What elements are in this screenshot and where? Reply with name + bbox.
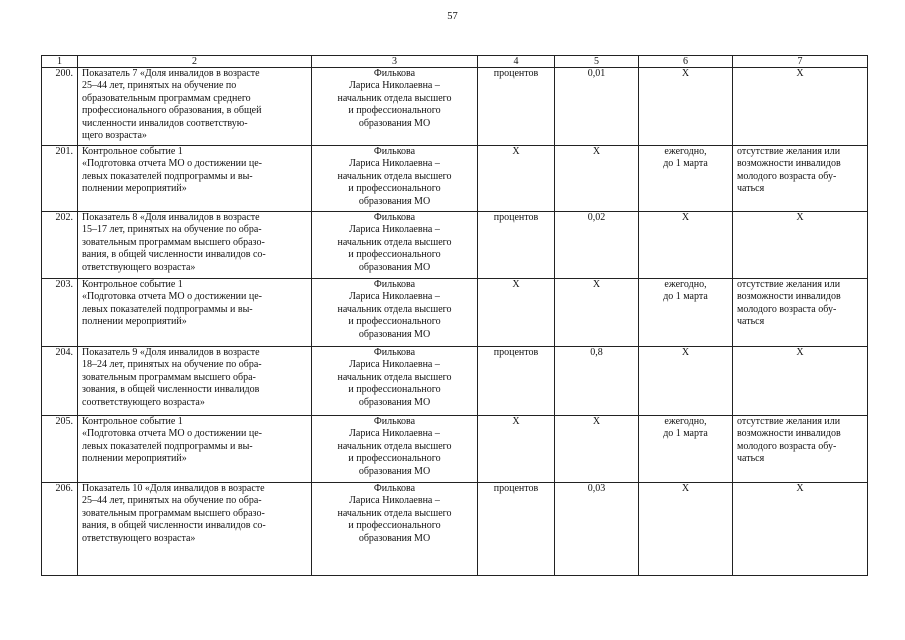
row-number: 205. [42, 416, 78, 483]
header-col-6: 6 [639, 56, 733, 68]
responsible-person-line: Филькова [373, 146, 416, 157]
header-col-4: 4 [478, 56, 555, 68]
responsible-person-line: образования МО [358, 261, 431, 273]
indicator-name [78, 483, 312, 576]
deadline-line: Х [681, 347, 690, 358]
responsible-person [312, 68, 478, 146]
note [733, 68, 868, 146]
deadline [639, 212, 733, 279]
responsible-person-line: Лариса Николаевна – [349, 495, 440, 507]
unit-of-measure: процентов [478, 68, 555, 146]
indicator-name-line: профессионального образования, в общей [82, 105, 262, 117]
indicator-name-line: «Подготовка отчета МО о достижении це- [82, 291, 262, 303]
indicator-name-line: Контрольное событие 1 [82, 146, 183, 157]
responsible-person-line: начальник отдела высшего [337, 371, 452, 383]
responsible-person [312, 347, 478, 416]
deadline-line: до 1 марта [663, 158, 708, 170]
risk-note-line: чаться [737, 183, 765, 195]
deadline-line: ежегодно, [664, 146, 707, 157]
responsible-person-line: Филькова [373, 416, 416, 427]
indicator-name-line: полнении мероприятий» [82, 316, 187, 328]
responsible-person-line: начальник отдела высшего [337, 92, 452, 104]
responsible-person-line: Филькова [373, 212, 416, 223]
indicator-name-line: Контрольное событие 1 [82, 279, 183, 290]
note [733, 212, 868, 279]
responsible-person-line: Лариса Николаевна – [349, 158, 440, 170]
responsible-person-line: Лариса Николаевна – [349, 428, 440, 440]
header-row [42, 56, 868, 68]
page-number: 57 [447, 11, 458, 22]
table-row [42, 347, 868, 416]
indicator-name-line: численности инвалидов соответствую- [82, 117, 248, 129]
responsible-person-line: образования МО [358, 195, 431, 207]
header-col-2: 2 [78, 56, 312, 68]
row-number: 200. [42, 68, 78, 146]
risk-note-line: молодого возраста обу- [737, 170, 837, 182]
responsible-person-line: и профессионального [348, 183, 441, 195]
deadline-line: Х [681, 483, 690, 494]
deadline [639, 146, 733, 212]
unit-of-measure: процентов [478, 347, 555, 416]
responsible-person-line: и профессионального [348, 520, 441, 532]
responsible-person-line: образования МО [358, 328, 431, 340]
row-number: 201. [42, 146, 78, 212]
indicator-name [78, 416, 312, 483]
responsible-person-line: начальник отдела высшего [337, 303, 452, 315]
indicator-name-line: вания, в общей численности инвалидов со- [82, 520, 266, 532]
target-value: 0,8 [555, 347, 639, 416]
responsible-person-line: и профессионального [348, 384, 441, 396]
responsible-person [312, 279, 478, 347]
table-header [42, 56, 868, 68]
risk-note-line: возможности инвалидов [737, 291, 841, 303]
unit-of-measure: Х [478, 279, 555, 347]
indicator-name [78, 212, 312, 279]
deadline-line: до 1 марта [663, 291, 708, 303]
responsible-person-line: образования МО [358, 117, 431, 129]
indicator-name-line: левых показателей подпрограммы и вы- [82, 440, 253, 452]
responsible-person-line: образования МО [358, 396, 431, 408]
row-number: 206. [42, 483, 78, 576]
note-line: Х [796, 347, 804, 358]
table-row [42, 146, 868, 212]
indicator-name [78, 146, 312, 212]
table-row [42, 68, 868, 146]
indicator-name-line: ответствующего возраста» [82, 261, 196, 273]
deadline-line: до 1 марта [663, 428, 708, 440]
deadline [639, 68, 733, 146]
indicator-name-line: полнении мероприятий» [82, 183, 187, 195]
responsible-person-line: начальник отдела высшего [337, 236, 452, 248]
responsible-person-line: и профессионального [348, 316, 441, 328]
risk-note [733, 416, 868, 483]
indicator-name-line: образовательным программам среднего [82, 92, 251, 104]
unit-of-measure: процентов [478, 212, 555, 279]
indicator-name-line: «Подготовка отчета МО о достижении це- [82, 158, 262, 170]
header-col-3: 3 [312, 56, 478, 68]
responsible-person-line: образования МО [358, 465, 431, 477]
risk-note-line: возможности инвалидов [737, 158, 841, 170]
deadline [639, 483, 733, 576]
table-row [42, 416, 868, 483]
unit-of-measure: процентов [478, 483, 555, 576]
risk-note-line: отсутствие желания или [737, 146, 841, 157]
header-col-5: 5 [555, 56, 639, 68]
indicator-name-line: Показатель 10 «Доля инвалидов в возрасте [82, 483, 265, 494]
responsible-person-line: Филькова [373, 483, 416, 494]
table-row [42, 212, 868, 279]
indicators-table [41, 55, 868, 576]
table-row [42, 483, 868, 576]
indicator-name-line: щего возраста» [82, 130, 147, 142]
target-value: Х [555, 146, 639, 212]
indicator-name-line: Показатель 9 «Доля инвалидов в возрасте [82, 347, 260, 358]
responsible-person-line: Лариса Николаевна – [349, 291, 440, 303]
responsible-person-line: образования МО [358, 532, 431, 544]
risk-note [733, 279, 868, 347]
deadline-line: Х [681, 212, 690, 223]
target-value: Х [555, 416, 639, 483]
note [733, 483, 868, 576]
indicator-name-line: левых показателей подпрограммы и вы- [82, 303, 253, 315]
risk-note-line: возможности инвалидов [737, 428, 841, 440]
responsible-person [312, 212, 478, 279]
target-value: 0,01 [555, 68, 639, 146]
responsible-person-line: Филькова [373, 347, 416, 358]
indicator-name-line: левых показателей подпрограммы и вы- [82, 170, 253, 182]
responsible-person-line: начальник отдела высшего [337, 507, 452, 519]
indicator-name-line: соответствующего возраста» [82, 396, 205, 408]
responsible-person-line: начальник отдела высшего [337, 440, 452, 452]
responsible-person-line: и профессионального [348, 105, 441, 117]
risk-note-line: чаться [737, 453, 765, 465]
target-value: 0,02 [555, 212, 639, 279]
responsible-person-line: и профессионального [348, 249, 441, 261]
responsible-person-line: начальник отдела высшего [337, 170, 452, 182]
indicator-name [78, 347, 312, 416]
indicator-name [78, 68, 312, 146]
table-row [42, 279, 868, 347]
header-col-7: 7 [733, 56, 868, 68]
responsible-person-line: Филькова [373, 68, 416, 79]
indicator-name-line: полнении мероприятий» [82, 453, 187, 465]
header-col-1: 1 [42, 56, 78, 68]
responsible-person-line: и профессионального [348, 453, 441, 465]
responsible-person-line: Лариса Николаевна – [349, 224, 440, 236]
note-line: Х [796, 68, 804, 79]
note-line: Х [796, 483, 804, 494]
risk-note [733, 146, 868, 212]
indicator-name-line: зования, в общей численности инвалидов [82, 384, 260, 396]
target-value: Х [555, 279, 639, 347]
unit-of-measure: Х [478, 416, 555, 483]
deadline-line: ежегодно, [664, 416, 707, 427]
indicator-name-line: Контрольное событие 1 [82, 416, 183, 427]
deadline [639, 416, 733, 483]
risk-note-line: молодого возраста обу- [737, 303, 837, 315]
note-line: Х [796, 212, 804, 223]
indicator-name-line: вания, в общей численности инвалидов со- [82, 249, 266, 261]
indicator-name-line: Показатель 7 «Доля инвалидов в возрасте [82, 68, 260, 79]
indicator-name-line: 15–17 лет, принятых на обучение по обра- [82, 224, 262, 236]
unit-of-measure: Х [478, 146, 555, 212]
indicator-name-line: Показатель 8 «Доля инвалидов в возрасте [82, 212, 260, 223]
indicator-name-line: 18–24 лет, принятых на обучение по обра- [82, 359, 262, 371]
indicator-name-line: ответствующего возраста» [82, 532, 196, 544]
indicator-name-line: зовательным программам высшего образо- [82, 507, 265, 519]
risk-note-line: отсутствие желания или [737, 279, 841, 290]
indicator-name-line: 25–44 лет, принятых на обучение по [82, 80, 237, 92]
deadline [639, 347, 733, 416]
responsible-person-line: Лариса Николаевна – [349, 80, 440, 92]
row-number: 202. [42, 212, 78, 279]
deadline [639, 279, 733, 347]
deadline-line: Х [681, 68, 690, 79]
responsible-person [312, 483, 478, 576]
table-body [42, 68, 868, 576]
row-number: 203. [42, 279, 78, 347]
responsible-person [312, 146, 478, 212]
indicator-name-line: зовательным программам высшего обра- [82, 371, 256, 383]
risk-note-line: отсутствие желания или [737, 416, 841, 427]
indicator-name-line: зовательным программам высшего образо- [82, 236, 265, 248]
target-value: 0,03 [555, 483, 639, 576]
responsible-person-line: Филькова [373, 279, 416, 290]
row-number: 204. [42, 347, 78, 416]
responsible-person [312, 416, 478, 483]
note [733, 347, 868, 416]
deadline-line: ежегодно, [664, 279, 707, 290]
indicator-name [78, 279, 312, 347]
indicator-name-line: «Подготовка отчета МО о достижении це- [82, 428, 262, 440]
responsible-person-line: Лариса Николаевна – [349, 359, 440, 371]
indicator-name-line: 25–44 лет, принятых на обучение по обра- [82, 495, 262, 507]
risk-note-line: молодого возраста обу- [737, 440, 837, 452]
risk-note-line: чаться [737, 316, 765, 328]
